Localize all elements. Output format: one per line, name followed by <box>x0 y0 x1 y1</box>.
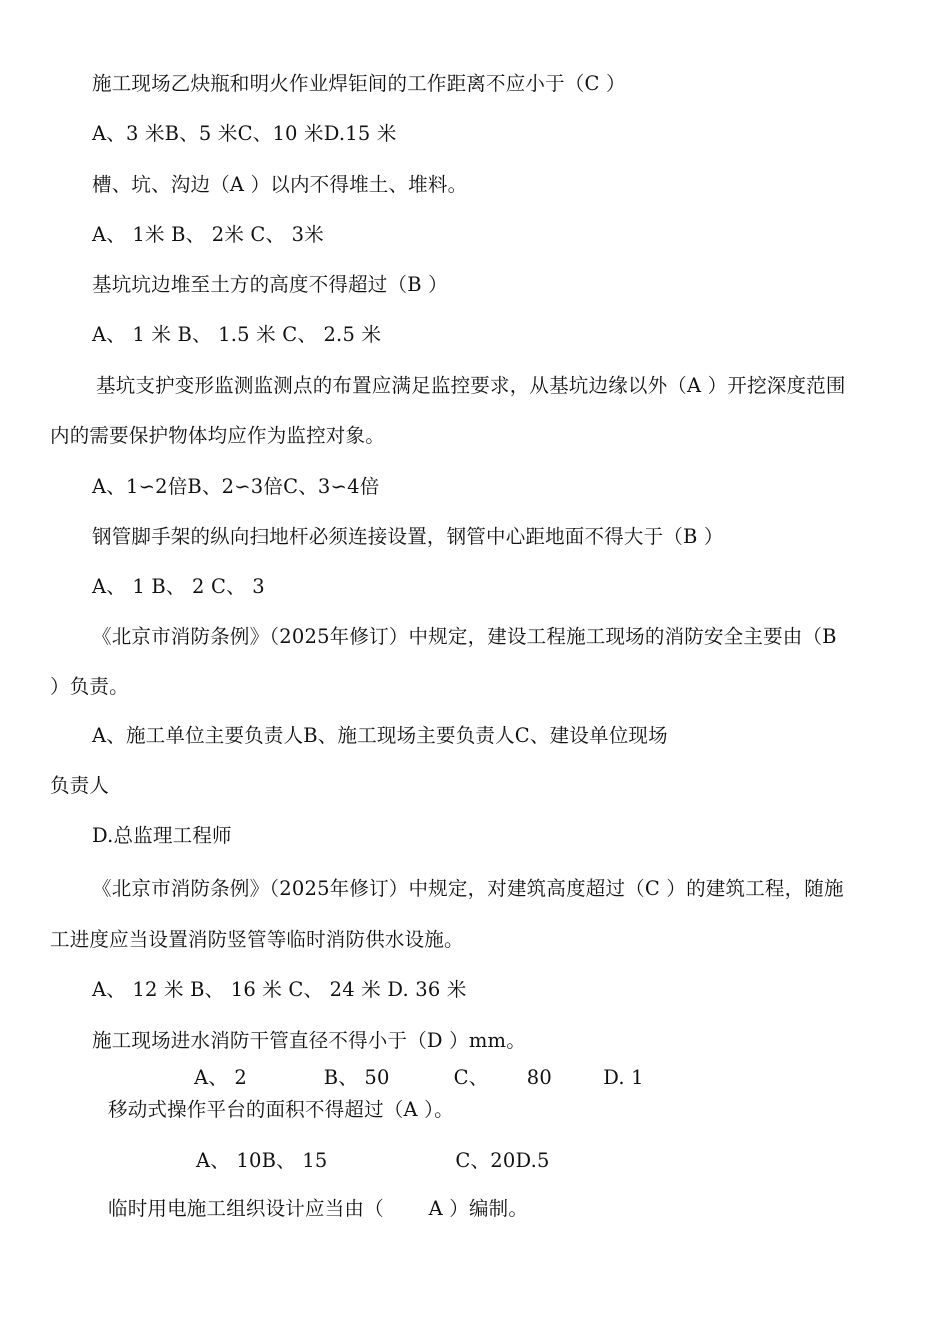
question-6-text-line2: ）负责。 <box>50 675 129 698</box>
question-7-text-line2: 工进度应当设置消防竖管等临时消防供水设施。 <box>50 928 464 951</box>
question-5-text: 钢管脚手架的纵向扫地杆必须连接设置，钢管中心距地面不得大于（B ） <box>92 525 724 548</box>
question-2-options: A、 1米 B、 2米 C、 3米 <box>92 223 324 246</box>
question-9-text: 移动式操作平台的面积不得超过（A ）。 <box>108 1098 454 1121</box>
question-3-text: 基坑坑边堆至土方的高度不得超过（B ） <box>92 273 448 296</box>
question-6-options-line3: D.总监理工程师 <box>92 824 232 847</box>
question-9-options: A、 10B、 15 C、20D.5 <box>196 1149 550 1172</box>
question-1-text: 施工现场乙炔瓶和明火作业焊钜间的工作距离不应小于（C ） <box>92 72 626 95</box>
question-5-options: A、 1 B、 2 C、 3 <box>92 575 265 598</box>
question-1-options: A、3 米B、5 米C、10 米D.15 米 <box>92 122 397 145</box>
question-10-text: 临时用电施工组织设计应当由（ A ）编制。 <box>108 1197 529 1220</box>
question-7-options: A、 12 米 B、 16 米 C、 24 米 D. 36 米 <box>92 978 467 1001</box>
question-4-text-line1: 基坑支护变形监测监测点的布置应满足监控要求，从基坑边缘以外（A ）开挖深度范围 <box>96 374 846 397</box>
question-8-text: 施工现场进水消防干管直径不得小于（D ）mm。 <box>92 1029 526 1052</box>
question-7-text-line1: 《北京市消防条例》（2025年修订）中规定，对建筑高度超过（C ）的建筑工程，随施 <box>92 877 844 900</box>
question-8-options: A、 2 B、 50 C、 80 D. 1 <box>194 1066 644 1089</box>
question-6-text-line1: 《北京市消防条例》（2025年修订）中规定，建设工程施工现场的消防安全主要由（B <box>92 625 837 648</box>
question-3-options: A、 1 米 B、 1.5 米 C、 2.5 米 <box>92 323 382 346</box>
question-4-text-line2: 内的需要保护物体均应作为监控对象。 <box>50 424 385 447</box>
question-4-options: A、1∽2倍B、2∽3倍C、3∽4倍 <box>92 475 380 498</box>
question-6-options-line1: A、施工单位主要负责人B、施工现场主要负责人C、建设单位现场 <box>92 724 668 747</box>
question-6-options-line2: 负责人 <box>50 774 110 797</box>
question-2-text: 槽、坑、沟边（A ）以内不得堆土、堆料。 <box>92 173 468 196</box>
